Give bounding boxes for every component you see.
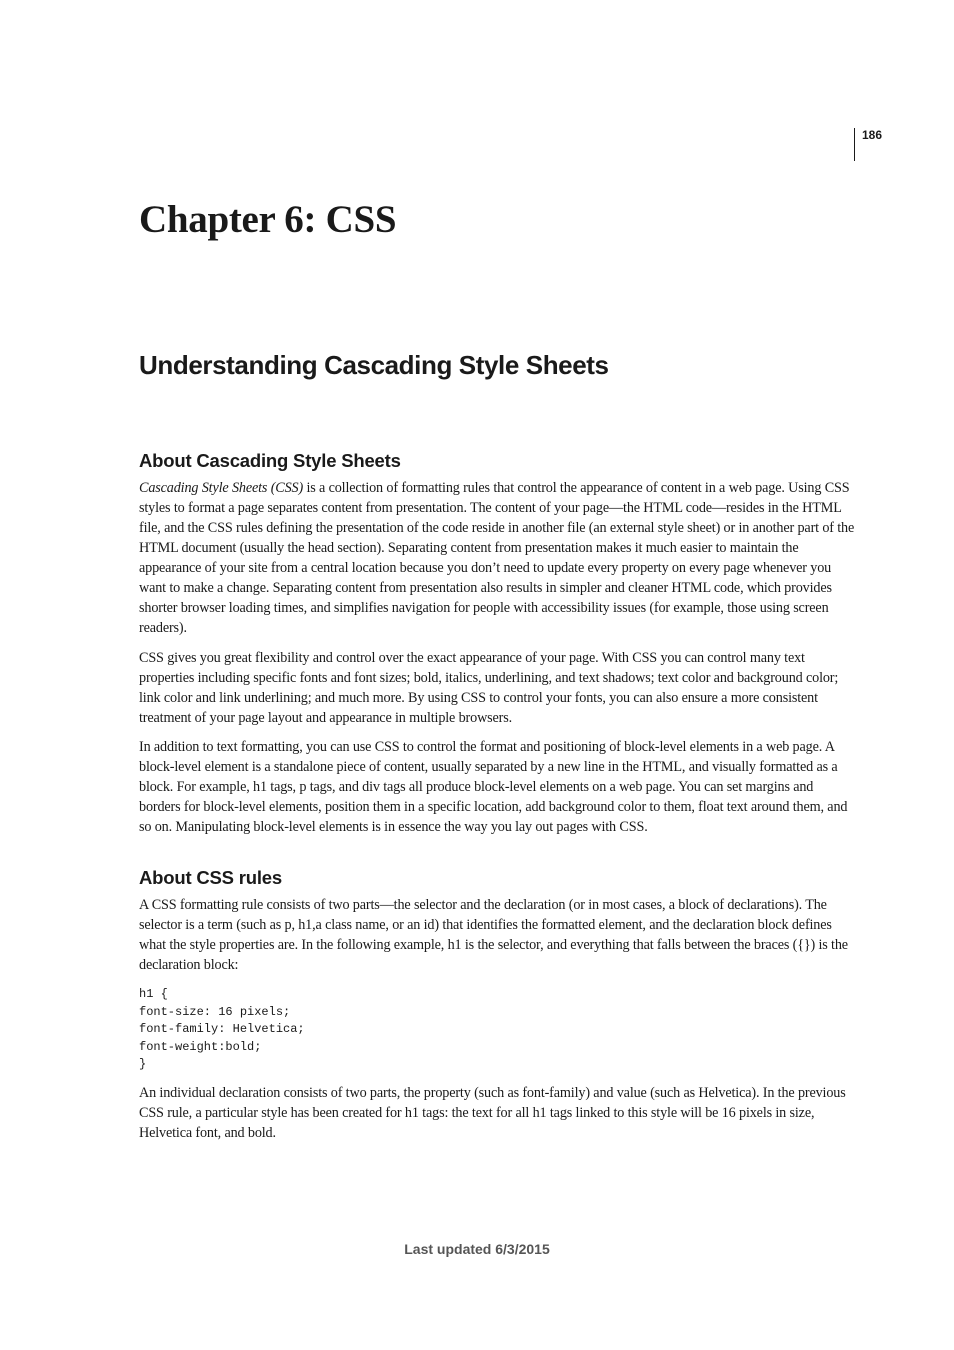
chapter-title: Chapter 6: CSS — [139, 198, 397, 241]
css-code-example: h1 { font-size: 16 pixels; font-family: Helvetica; font-weight:bold; } — [139, 987, 305, 1072]
css-rules-paragraph-2: An individual declaration consists of two parts, the property (such as font-family) and value (such as Helvetica). In the previous CSS rule, a particular style has been created for h1 tags: the text for all h1 tags linked to this style will be 16 pixels in size, Helvetica font, and bold. — [139, 1085, 846, 1141]
about-css-paragraph-1 — [139, 478, 855, 638]
page-number-rule — [854, 128, 855, 161]
page-number: 186 — [862, 128, 883, 142]
css-term: Cascading Style Sheets (CSS) — [139, 480, 304, 496]
css-rules-paragraph-1: A CSS formatting rule consists of two parts—the selector and the declaration (or in most cases, a block of declarations). The selector is a term (such as p, h1,a class name, or an id) that identifies the formatted element, and the declaration block defines what the style properties are. In the following example, h1 is the selector, and everything that falls between the braces ({}) is the declaration block: — [139, 897, 848, 973]
about-css-paragraph-1-text: is a collection of formatting rules that control the appearance of content in a web page. Using CSS styles to format a page separates content from presentation. The content of your page—the HTML code—resides in the HTML file, and the CSS rules defining the presentation of the code reside in another file (an external style sheet) or in another part of the HTML document (usually the head section). Separating content from presentation makes it much easier to maintain the appearance of your site from a central location because you don’t need to update every property on every page whenever you want to make a change. Separating content from presentation also results in simpler and cleaner HTML code, which provides shorter browser loading times, and simplifies navigation for people with accessibility issues (for example, those using screen readers). — [139, 480, 855, 636]
about-css-paragraph-2: CSS gives you great flexibility and control over the exact appearance of your page. With CSS you can control many text properties including specific fonts and font sizes; bold, italics, underlining, and text shadows; text color and background color; link color and link underlining; and much more. By using CSS to control your fonts, you can also ensure a more consistent treatment of your page layout and appearance in multiple browsers. — [139, 650, 839, 726]
footer-last-updated: Last updated 6/3/2015 — [404, 1241, 550, 1257]
about-css-heading: About Cascading Style Sheets — [139, 450, 401, 471]
css-rules-heading: About CSS rules — [139, 867, 282, 888]
about-css-paragraph-3: In addition to text formatting, you can use CSS to control the format and positioning of block-level elements in a web page. A block-level element is a standalone piece of content, usually separated by a new line in the HTML, and visually formatted as a block. For example, h1 tags, p tags, and div tags all produce block-level elements on a web page. You can set margins and borders for block-level elements, position them in a specific location, add background color to them, float text around them, and so on. Manipulating block-level elements is in essence the way you lay out pages with CSS. — [139, 739, 848, 835]
section-title: Understanding Cascading Style Sheets — [139, 350, 609, 380]
